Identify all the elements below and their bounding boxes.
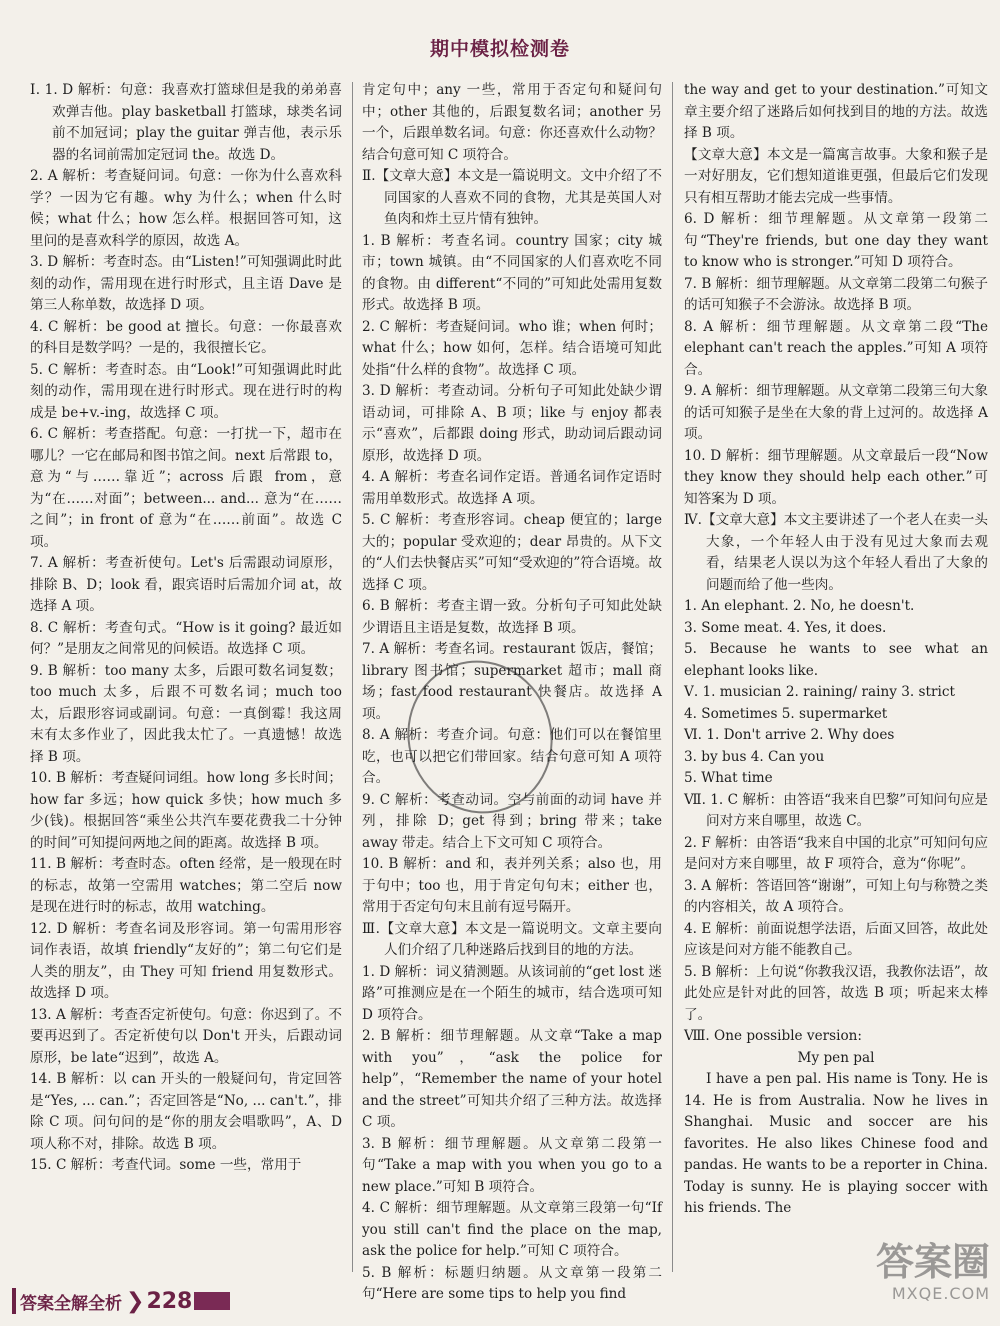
column-divider [352, 82, 353, 1272]
answer-column-2 [362, 80, 662, 1302]
answer-paragraph: 1. D 解析：词义猜测题。从该词前的“get lost 迷路”可推测应是在一个陌生的城市，结合选项可知 D 项符合。 [362, 963, 662, 1023]
answer-paragraph: Ⅳ.【文章大意】本文主要讲述了一个老人在卖一头大象，一个年轻人由于没有见过大象而去观看，结果老人误以为这个年轻人看出了大象的问题而给了他一些肉。 [684, 512, 988, 593]
answer-paragraph: 5. B 解析：标题归纳题。从文章第一段第二句“Here are some tips to help you find [362, 1264, 662, 1302]
answer-paragraph: 5. B 解析：上句说“你教我汉语，我教你法语”，故此处应是针对此的回答，故选 B 项；听起来太棒了。 [684, 963, 988, 1023]
answer-paragraph: 8. C 解析：考查句式。“How is it going? 最近如何？”是朋友之间常见的问候语。故选择 C 项。 [30, 619, 342, 657]
footer-bar [12, 1288, 16, 1314]
answer-paragraph: 15. C 解析：考查代词。some 一些，常用于 [30, 1157, 302, 1173]
answer-paragraph: I have a pen pal. His name is Tony. He is 14. He is from Australia. Now he lives in Shanghai. Music and soccer are his favorites. He also likes Chinese food and pandas. He wants to be a reporter in China. Today is sunny. He is playing soccer with his friends. The [684, 1071, 988, 1216]
answer-column-3 [684, 80, 988, 1275]
answer-paragraph: Ⅴ. 1. musician 2. raining/ rainy 3. strict [684, 684, 955, 700]
page-number-tab [194, 1292, 230, 1310]
answer-paragraph: Ⅰ. 1. D 解析：句意：我喜欢打篮球但是我的弟弟喜欢弹吉他。play basketball 打篮球，球类名词前不加冠词；play the guitar 弹吉他，表示乐器的名词前需加定冠词 the。故选 D。 [30, 82, 342, 163]
answer-paragraph: 3. D 解析：考查时态。由“Listen!”可知强调此时此刻的动作，需用现在进行时形式，且主语 Dave 是第三人称单数，故选择 D 项。 [30, 254, 342, 313]
answer-paragraph: 10. D 解析：细节理解题。从文章最后一段“Now they know they should help each other.”可知答案为 D 项。 [684, 447, 988, 507]
answer-paragraph: 7. A 解析：考查祈使句。Let's 后需跟动词原形，排除 B、D；look 看，跟宾语时后需加介词 at，故选择 A 项。 [30, 555, 342, 614]
answer-paragraph: 4. C 解析：细节理解题。从文章第三段第一句“If you still can't find the place on the map, ask the police for help.”可知 C 项符合。 [362, 1200, 662, 1259]
watermark-logo: 答案圈 [875, 1240, 990, 1284]
answer-paragraph: Ⅷ. One possible version: [684, 1028, 862, 1044]
answer-paragraph: 9. C 解析：考查动词。空与前面的动词 have 并列，排除 D；get 得到；bring 带来；take away 带走。结合上下文可知 C 项符合。 [362, 791, 662, 851]
answer-paragraph: 5. Because he wants to see what an elephant looks like. [684, 641, 988, 679]
answer-paragraph: 2. F 解析：由答语“我来自中国的北京”可知问句应是问对方来自哪里，故 F 项符合，意为“你呢”。 [684, 834, 988, 872]
answer-paragraph: 4. A 解析：考查名词作定语。普通名词作定语时需用单数形式。故选择 A 项。 [362, 469, 662, 507]
answer-paragraph: My pen pal [797, 1049, 875, 1066]
answer-paragraph: 10. B 解析：and 和，表并列关系；also 也，用于句中；too 也，用于肯定句句末；either 也，常用于否定句句末且前有逗号隔开。 [362, 856, 662, 915]
answer-paragraph: 9. A 解析：细节理解题。从文章第二段第三句大象的话可知猴子是坐在大象的背上过河的。故选择 A 项。 [684, 383, 988, 442]
answer-paragraph: 3. by bus 4. Can you [684, 748, 825, 765]
footer [12, 1286, 230, 1316]
answer-paragraph: 8. A 解析：考查介词。句意：他们可以在餐馆里吃，也可以把它们带回家。结合句意可知 A 项符合。 [362, 727, 662, 786]
footer-label: 答案全解全析 [20, 1293, 122, 1314]
answer-paragraph: 9. B 解析：too many 太多，后跟可数名词复数；too much 太多，后跟不可数名词；much too 太，后跟形容词或副词。句意：一真倒霉！我这周末有太多作业了，因此我太忙了。一真遗憾！故选择 B 项。 [30, 662, 342, 765]
answer-paragraph: 3. A 解析：答语回答“谢谢”，可知上句与称赞之类的内容相关，故 A 项符合。 [684, 877, 988, 915]
answer-paragraph: 8. A 解析：细节理解题。从文章第二段“The elephant can't reach the apples.”可知 A 项符合。 [684, 318, 988, 378]
answer-paragraph: 6. C 解析：考查搭配。句意：一打扰一下，超市在哪儿？一它在邮局和图书馆之间。next 后常跟 to，意为“与……靠近”；across 后跟 from，意为“在……对面”；between... and... 意为“在……之间”；in front of 意为“在……前面”。故选 C 项。 [30, 426, 342, 550]
answer-column-1 [30, 80, 342, 1275]
answer-paragraph: 12. D 解析：考查名词及形容词。第一句需用形容词作表语，故填 friendly“友好的”；第二句它们是人类的朋友”，由 They 可知 friend 用复数形式。故选择 D 项。 [30, 920, 342, 1001]
column-divider [672, 82, 673, 1272]
page-title: 期中模拟检测卷 [429, 38, 570, 60]
answer-paragraph: Ⅲ.【文章大意】本文是一篇说明文。文章主要向人们介绍了几种迷路后找到目的地的方法。 [362, 920, 662, 958]
answer-paragraph: 5. What time [684, 770, 773, 786]
answer-paragraph: 11. B 解析：考查时态。often 经常，是一般现在时的标志，故第一空需用 watches；第二空后 now 是现在进行时的标志，故用 watching。 [30, 856, 342, 915]
answer-paragraph: 3. D 解析：考查动词。分析句子可知此处缺少谓语动词，可排除 A、B 项；like 与 enjoy 都表示“喜欢”，后都跟 doing 形式，助动词后跟动词原形，故选择 D 项。 [362, 383, 662, 464]
answer-paragraph: 5. C 解析：考查形容词。cheap 便宜的；large 大的；popular 受欢迎的；dear 昂贵的。从下文的“人们去快餐店买”可知“受欢迎的”符合语境。故选择 C 项。 [362, 512, 662, 593]
chevron-right-icon: ❯ [126, 1288, 145, 1314]
answer-paragraph: Ⅵ. 1. Don't arrive 2. Why does [684, 727, 895, 743]
answer-paragraph: 1. An elephant. 2. No, he doesn't. [684, 598, 915, 614]
watermark-url: MXQE.COM [891, 1284, 990, 1303]
answer-paragraph: 6. D 解析：细节理解题。从文章第一段第二句“They're friends, but one day they want to know who is stronger.”可知 D 项符合。 [684, 211, 988, 270]
answer-paragraph: 13. A 解析：考查否定祈使句。句意：你迟到了。不要再迟到了。否定祈使句以 Don't 开头，后跟动词原形，be late“迟到”，故选 A。 [30, 1006, 342, 1066]
page-number: 228 [146, 1288, 193, 1314]
answer-paragraph: 14. B 解析：以 can 开头的一般疑问句，肯定回答是“Yes, ... can.”；否定回答是“No, ... can't.”，排除 C 项。问句问的是“你的朋友会唱歌吗”，A、D 项人称不对，排除。故选 B 项。 [30, 1071, 342, 1152]
answer-paragraph: Ⅶ. 1. C 解析：由答语“我来自巴黎”可知问句应是问对方来自哪里，故选 C。 [684, 791, 988, 829]
answer-paragraph: Ⅱ.【文章大意】本文是一篇说明文。文中介绍了不同国家的人喜欢不同的食物，尤其是英国人对鱼肉和炸土豆片情有独钟。 [362, 168, 662, 227]
answer-paragraph: 3. Some meat. 4. Yes, it does. [684, 619, 887, 636]
answer-paragraph: 4. E 解析：前面说想学法语，后面又回答，故此处应该是问对方能不能教自己。 [684, 920, 988, 958]
answer-paragraph: 肯定句中；any 一些，常用于否定句和疑问句中；other 其他的，后跟复数名词；another 另一个，后跟单数名词。句意：你还喜欢什么动物？结合句意可知 C 项符合。 [362, 82, 662, 163]
answer-paragraph: 4. C 解析：be good at 擅长。句意：一你最喜欢的科目是数学吗？一是的，我很擅长它。 [30, 318, 342, 356]
answer-paragraph: 1. B 解析：考查名词。country 国家；city 城市；town 城镇。由“不同国家的人们喜欢吃不同的食物。由 different“不同的”可知此处需用复数形式。故选择 B 项。 [362, 232, 662, 313]
answer-paragraph: 5. C 解析：考查时态。由“Look!”可知强调此时此刻的动作，需用现在进行时形式。现在进行时的构成是 be+v.-ing，故选择 C 项。 [30, 361, 342, 421]
answer-paragraph: 7. A 解析：考查名词。restaurant 饭店，餐馆；library 图书馆；supermarket 超市；mall 商场；fast food restaurant 快餐店。故选择 A 项。 [362, 641, 662, 722]
answer-paragraph: 2. C 解析：考查疑问词。who 谁；when 何时；what 什么；how 如何，怎样。结合语境可知此处指“什么样的食物”。故选择 C 项。 [362, 318, 662, 378]
answer-paragraph: 【文章大意】本文是一篇寓言故事。大象和猴子是一对好朋友，它们想知道谁更强，但最后它们发现只有相互帮助才能去完成一些事情。 [684, 146, 988, 206]
answer-paragraph: 2. A 解析：考查疑问词。句意：一你为什么喜欢科学？一因为它有趣。why 为什么；when 什么时候；what 什么；how 怎么样。根据回答可知，这里问的是喜欢科学的原因，故选 A。 [30, 168, 342, 249]
answer-paragraph: 7. B 解析：细节理解题。从文章第二段第二句猴子的话可知猴子不会游泳。故选择 B 项。 [684, 275, 988, 313]
watermark [790, 1240, 990, 1320]
answer-paragraph: the way and get to your destination.”可知文章主要介绍了迷路后如何找到目的地的方法。故选择 B 项。 [684, 82, 988, 141]
answer-paragraph: 10. B 解析：考查疑问词组。how long 多长时间；how far 多远；how quick 多快；how much 多少(钱)。根据回答“乘坐公共汽车要花费我二十分钟的时间”可知提问两地之间的距离。故选择 B 项。 [30, 770, 342, 851]
answer-paragraph: 4. Sometimes 5. supermarket [684, 705, 888, 722]
answer-paragraph: 3. B 解析：细节理解题。从文章第二段第一句“Take a map with you when you go to a new place.”可知 B 项符合。 [362, 1135, 662, 1195]
answer-paragraph: 6. B 解析：考查主谓一致。分析句子可知此处缺少谓语且主语是复数，故选择 B 项。 [362, 598, 662, 636]
answer-paragraph: 2. B 解析：细节理解题。从文章“Take a map with you”，“ask the police for help”，“Remember the name of your hotel and the street”可知共介绍了三种方法。故选择 C 项。 [362, 1028, 662, 1130]
